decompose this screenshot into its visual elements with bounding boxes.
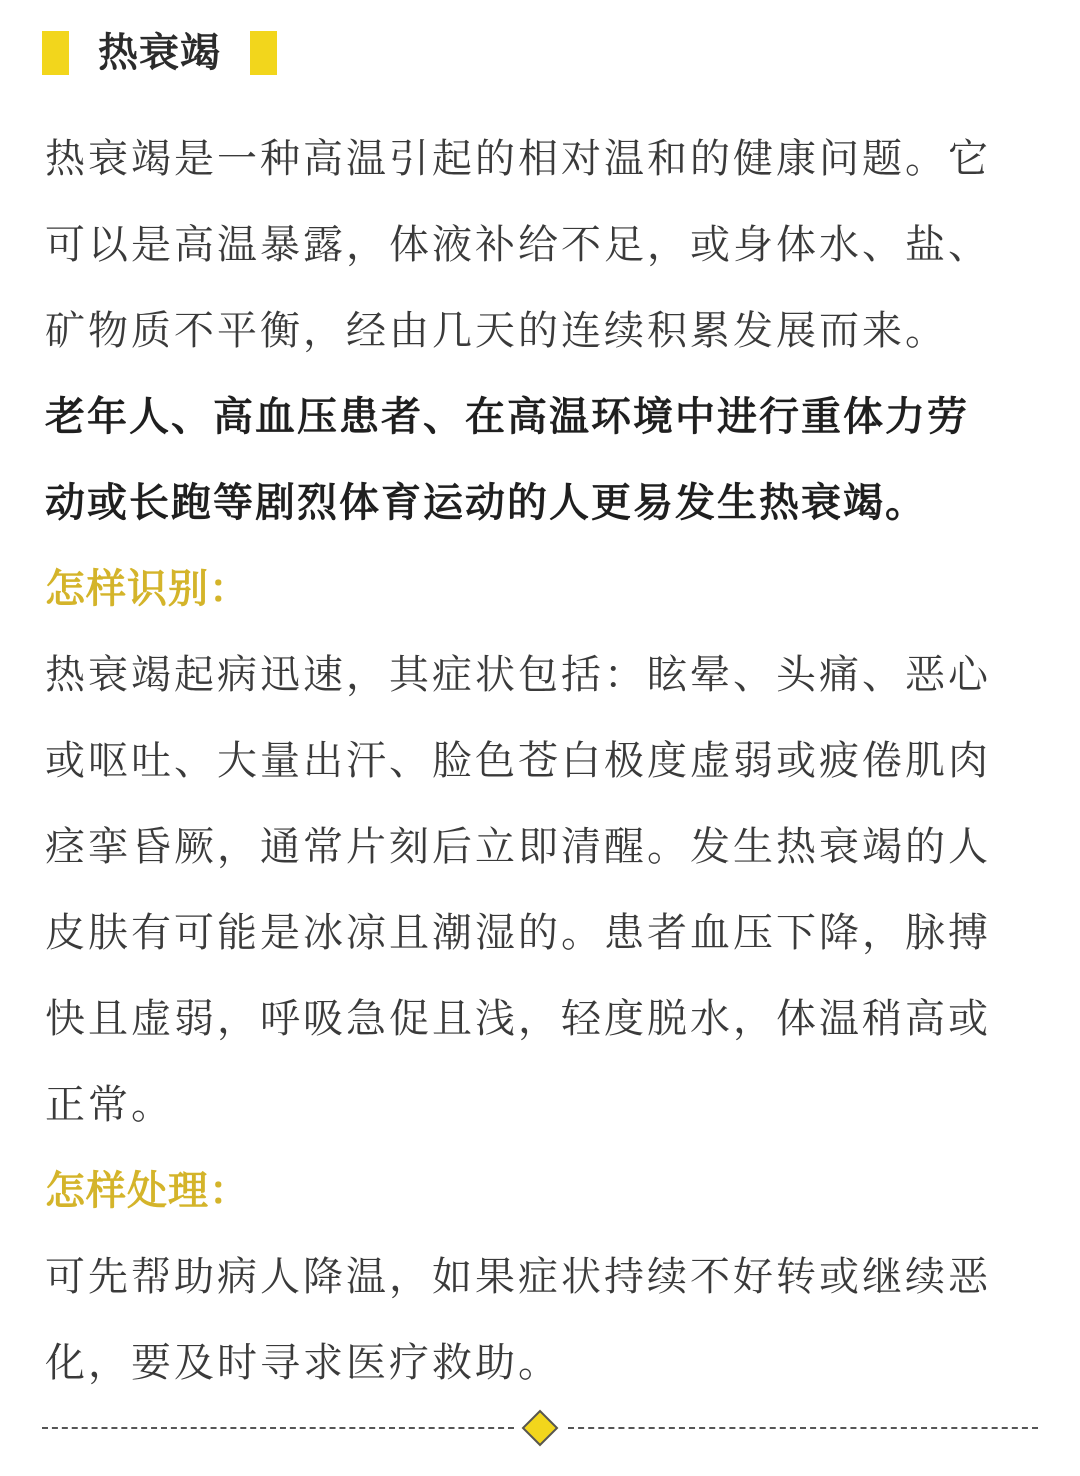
identify-line: 热衰竭起病迅速，其症状包括：眩晕、头痛、恶心	[45, 652, 991, 698]
identify-line: 或呕吐、大量出汗、脸色苍白极度虚弱或疲倦肌肉	[45, 738, 991, 784]
risk-line: 动或长跑等剧烈体育运动的人更易发生热衰竭。	[45, 480, 927, 526]
treatment-line: 可先帮助病人降温，如果症状持续不好转或继续恶	[45, 1254, 991, 1300]
intro-line: 可以是高温暴露，体液补给不足，或身体水、盐、	[45, 222, 991, 268]
section-title-row	[42, 28, 277, 78]
identify-line: 正常。	[45, 1082, 174, 1128]
identify-line: 快且虚弱，呼吸急促且浅，轻度脱水，体温稍高或	[45, 996, 991, 1042]
risk-line: 老年人、高血压患者、在高温环境中进行重体力劳	[45, 394, 969, 440]
section-divider	[42, 1410, 1038, 1446]
identify-heading: 怎样识别：	[45, 566, 250, 612]
title-left-bar	[42, 31, 69, 75]
identify-line: 皮肤有可能是冰凉且潮湿的。患者血压下降，脉搏	[45, 910, 991, 956]
diamond-ornament-icon	[522, 1410, 559, 1447]
intro-line: 热衰竭是一种高温引起的相对温和的健康问题。它	[45, 136, 991, 182]
treatment-line: 化，要及时寻求医疗救助。	[45, 1340, 561, 1386]
section-title: 热衰竭	[98, 30, 221, 76]
divider-dashed-line-left	[42, 1427, 514, 1429]
identify-line: 痉挛昏厥，通常片刻后立即清醒。发生热衰竭的人	[45, 824, 991, 870]
article-content	[45, 116, 1040, 1406]
title-right-bar	[250, 31, 277, 75]
intro-line: 矿物质不平衡，经由几天的连续积累发展而来。	[45, 308, 948, 354]
divider-dashed-line-right	[568, 1427, 1038, 1429]
treatment-heading: 怎样处理：	[45, 1168, 250, 1214]
